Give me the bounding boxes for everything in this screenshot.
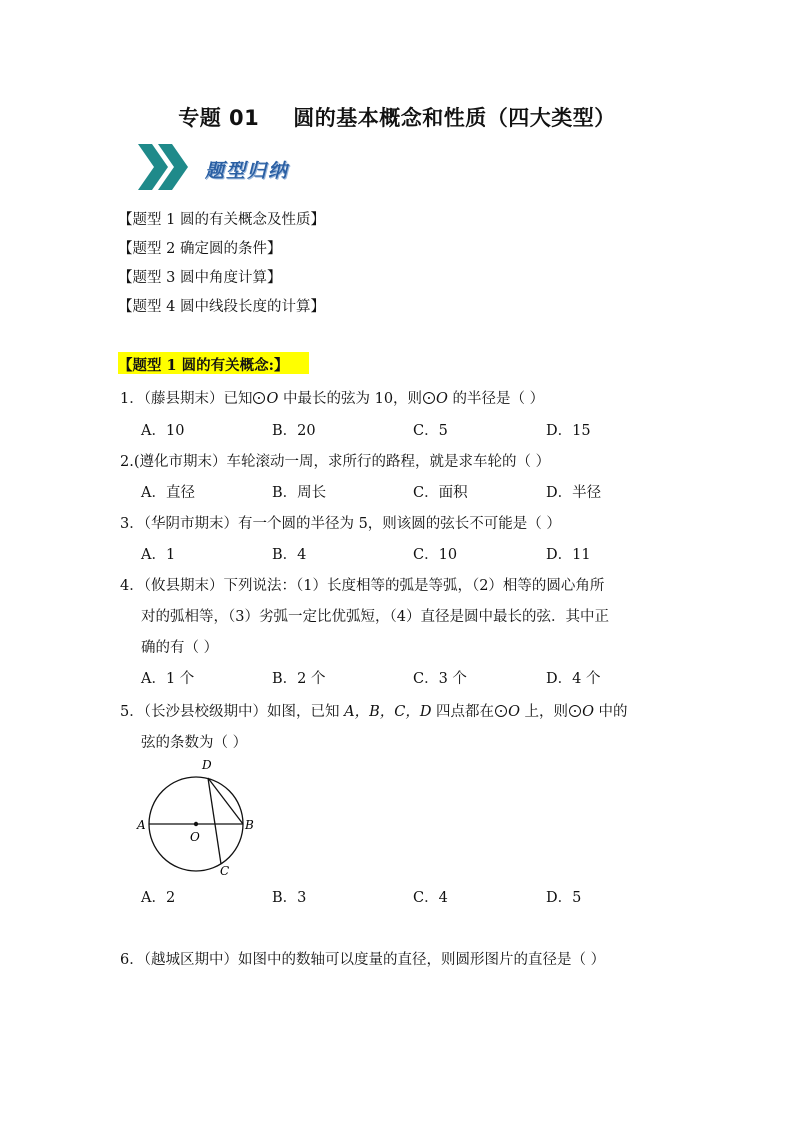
label-d: D	[202, 758, 212, 772]
q2-option-c: C．面积	[413, 485, 468, 501]
q2-option-a: A．直径	[141, 485, 195, 501]
q1-option-d: D．15	[546, 423, 591, 439]
q1-option-c: C．5	[413, 423, 448, 439]
title-name: 圆的基本概念和性质（四大类型）	[293, 106, 616, 130]
q4-option-a: A．1 个	[141, 671, 195, 687]
question-4-line-3: 确的有（ ）	[141, 640, 219, 656]
label-b: B	[245, 818, 254, 832]
q5-option-d: D．5	[546, 890, 582, 906]
double-chevron-icon	[136, 142, 192, 196]
question-1: 1．（藤县期末）已知 O 中最长的弦为 10，则 O 的半径是（ ）	[120, 391, 545, 407]
question-6: 6．（越城区期中）如图中的数轴可以度量的直径，则圆形图片的直径是（ ）	[120, 952, 606, 968]
circle-symbol-icon	[253, 392, 265, 404]
q1-option-a: A．10	[141, 423, 185, 439]
title-code: 专题 01	[178, 106, 260, 130]
section-label: 题型归纳	[205, 160, 290, 182]
q5-option-b: B．3	[272, 890, 307, 906]
q3-option-c: C．10	[413, 547, 458, 563]
question-3: 3．（华阴市期末）有一个圆的半径为 5，则该圆的弦长不可能是（ ）	[120, 516, 561, 532]
q4-option-b: B．2 个	[272, 671, 326, 687]
page-title	[0, 102, 794, 132]
question-4-line-2: 对的弧相等，（3）劣弧一定比优弧短，（4）直径是圆中最长的弦．其中正	[141, 609, 609, 625]
circle-symbol-icon	[495, 705, 507, 717]
type-banner-label: 【题型 1 圆的有关概念:】	[118, 357, 289, 374]
circle-figure	[130, 752, 270, 886]
question-5-line-1: 5．（长沙县校级期中）如图，已知 A，B，C，D 四点都在 O 上，则 O 中的	[120, 704, 628, 720]
chord-db	[208, 778, 243, 824]
question-4-line-1: 4．（攸县期末）下列说法：（1）长度相等的弧是等弧，（2）相等的圆心角所	[120, 578, 605, 594]
q4-option-d: D．4 个	[546, 671, 601, 687]
q1-option-b: B．20	[272, 423, 316, 439]
center-point	[194, 822, 198, 826]
circle-symbol-icon	[423, 392, 435, 404]
label-a: A	[137, 818, 146, 832]
q4-option-c: C．3 个	[413, 671, 467, 687]
label-c: C	[220, 864, 230, 878]
q2-option-d: D．半径	[546, 485, 602, 501]
toc-item-4: 【题型 4 圆中线段长度的计算】	[118, 299, 325, 315]
label-o: O	[190, 830, 200, 844]
toc-item-1: 【题型 1 圆的有关概念及性质】	[118, 212, 325, 228]
q3-option-a: A．1	[141, 547, 176, 563]
toc-item-2: 【题型 2 确定圆的条件】	[118, 241, 282, 257]
circle-symbol-icon	[569, 705, 581, 717]
chord-dc	[208, 778, 221, 864]
q3-option-b: B．4	[272, 547, 307, 563]
question-5-line-2: 弦的条数为（ ）	[141, 735, 248, 751]
q3-option-d: D．11	[546, 547, 591, 563]
type-banner	[118, 352, 309, 374]
question-2: 2.(遵化市期末）车轮滚动一周，求所行的路程，就是求车轮的（ ）	[120, 454, 551, 470]
toc-item-3: 【题型 3 圆中角度计算】	[118, 270, 282, 286]
q5-option-c: C．4	[413, 890, 448, 906]
q5-option-a: A．2	[141, 890, 176, 906]
q2-option-b: B．周长	[272, 485, 327, 501]
